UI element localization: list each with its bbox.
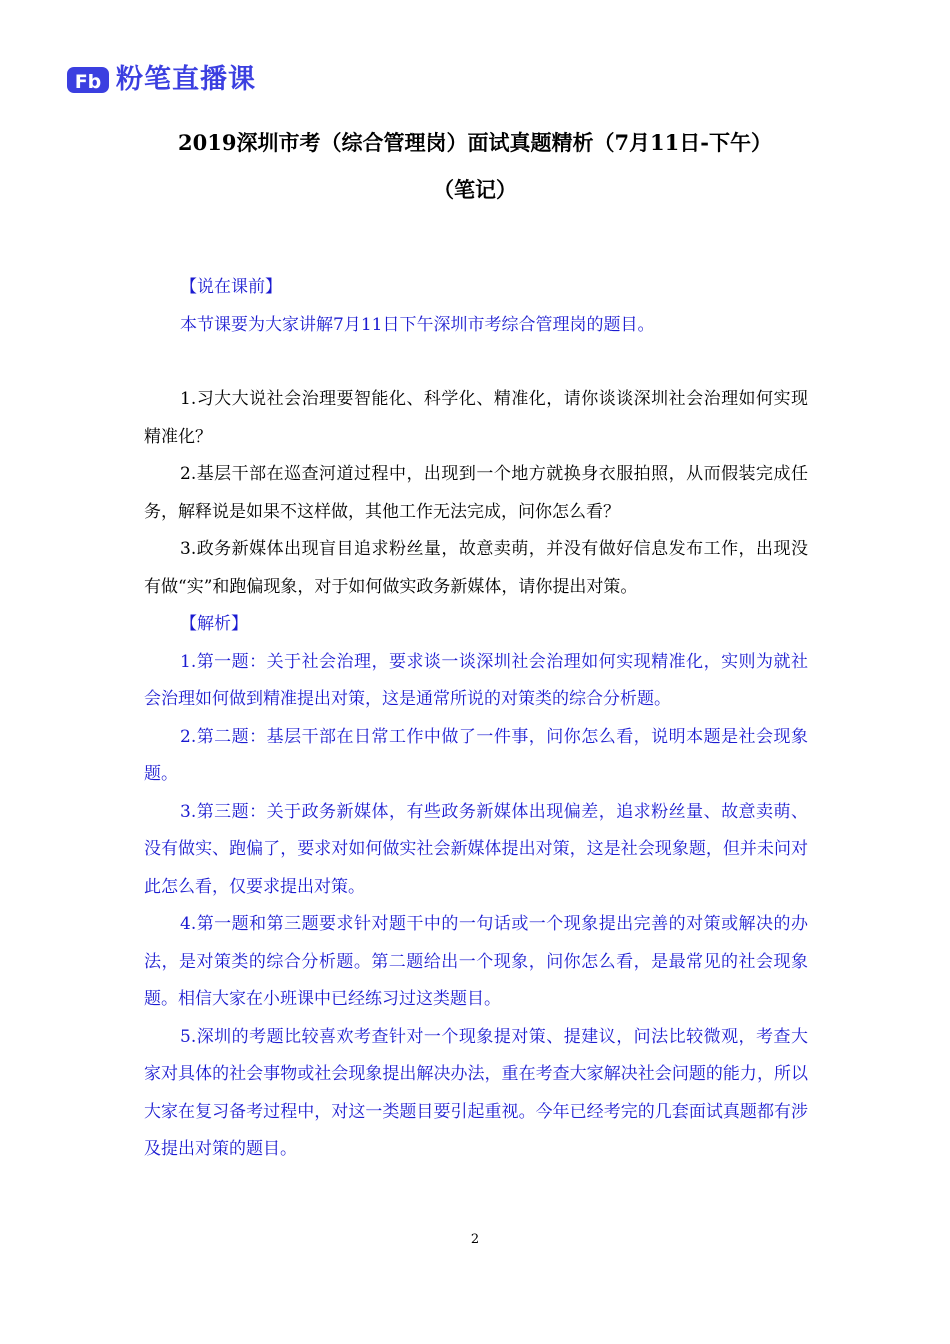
document-subtitle: （笔记） [433,177,517,202]
analysis-item-3: 3.第三题：关于政务新媒体，有些政务新媒体出现偏差，追求粉丝量、故意卖萌、没有做实、跑偏了，要求对如何做实社会新媒体提出对策，这是社会现象题，但并未问对此怎么看，仅要求提出对策。 [144,801,808,897]
document-title: 2019深圳市考（综合管理岗）面试真题精析（7月11日-下午） [178,130,772,155]
brand-logo [66,62,256,98]
svg-text:Fb: Fb [74,71,102,93]
section-gap [144,344,808,381]
intro-heading: 【说在课前】 [180,277,282,297]
analysis-item-4: 4.第一题和第三题要求针对题干中的一句话或一个现象提出完善的对策或解决的办法，是对策类的综合分析题。第二题给出一个现象，问你怎么看，是最常见的社会现象题。相信大家在小班课中已经练习过这类题目。 [144,914,808,1009]
analysis-item-2: 2.第二题：基层干部在日常工作中做了一件事，问你怎么看，说明本题是社会现象题。 [144,726,808,784]
question-3: 3.政务新媒体出现盲目追求粉丝量，故意卖萌，并没有做好信息发布工作，出现没有做“实”和跑偏现象，对于如何做实政务新媒体，请你提出对策。 [144,539,808,597]
intro-text: 本节课要为大家讲解7月11日下午深圳市考综合管理岗的题目。 [180,314,655,335]
question-2: 2.基层干部在巡查河道过程中，出现到一个地方就换身衣服拍照，从而假装完成任务，解释说是如果不这样做，其他工作无法完成，问你怎么看？ [144,464,808,522]
page-number: 2 [470,1232,480,1247]
logo-text: 粉笔直播课 [116,64,256,95]
analysis-item-1: 1.第一题：关于社会治理，要求谈一谈深圳社会治理如何实现精准化，实则为就社会治理如何做到精准提出对策，这是通常所说的对策类的综合分析题。 [144,651,808,709]
analysis-item-5: 5.深圳的考题比较喜欢考查针对一个现象提对策、提建议，问法比较微观，考查大家对具体的社会事物或社会现象提出解决办法，重在考查大家解决社会问题的能力，所以大家在复习备考过程中，对这一类题目要引起重视。今年已经考完的几套面试真题都有涉及提出对策的题目。 [144,1026,808,1159]
fb-logo-icon [66,63,110,97]
document-body [144,269,808,1169]
question-1: 1.习大大说社会治理要智能化、科学化、精准化，请你谈谈深圳社会治理如何实现精准化？ [144,389,808,447]
analysis-heading: 【解析】 [180,614,248,634]
